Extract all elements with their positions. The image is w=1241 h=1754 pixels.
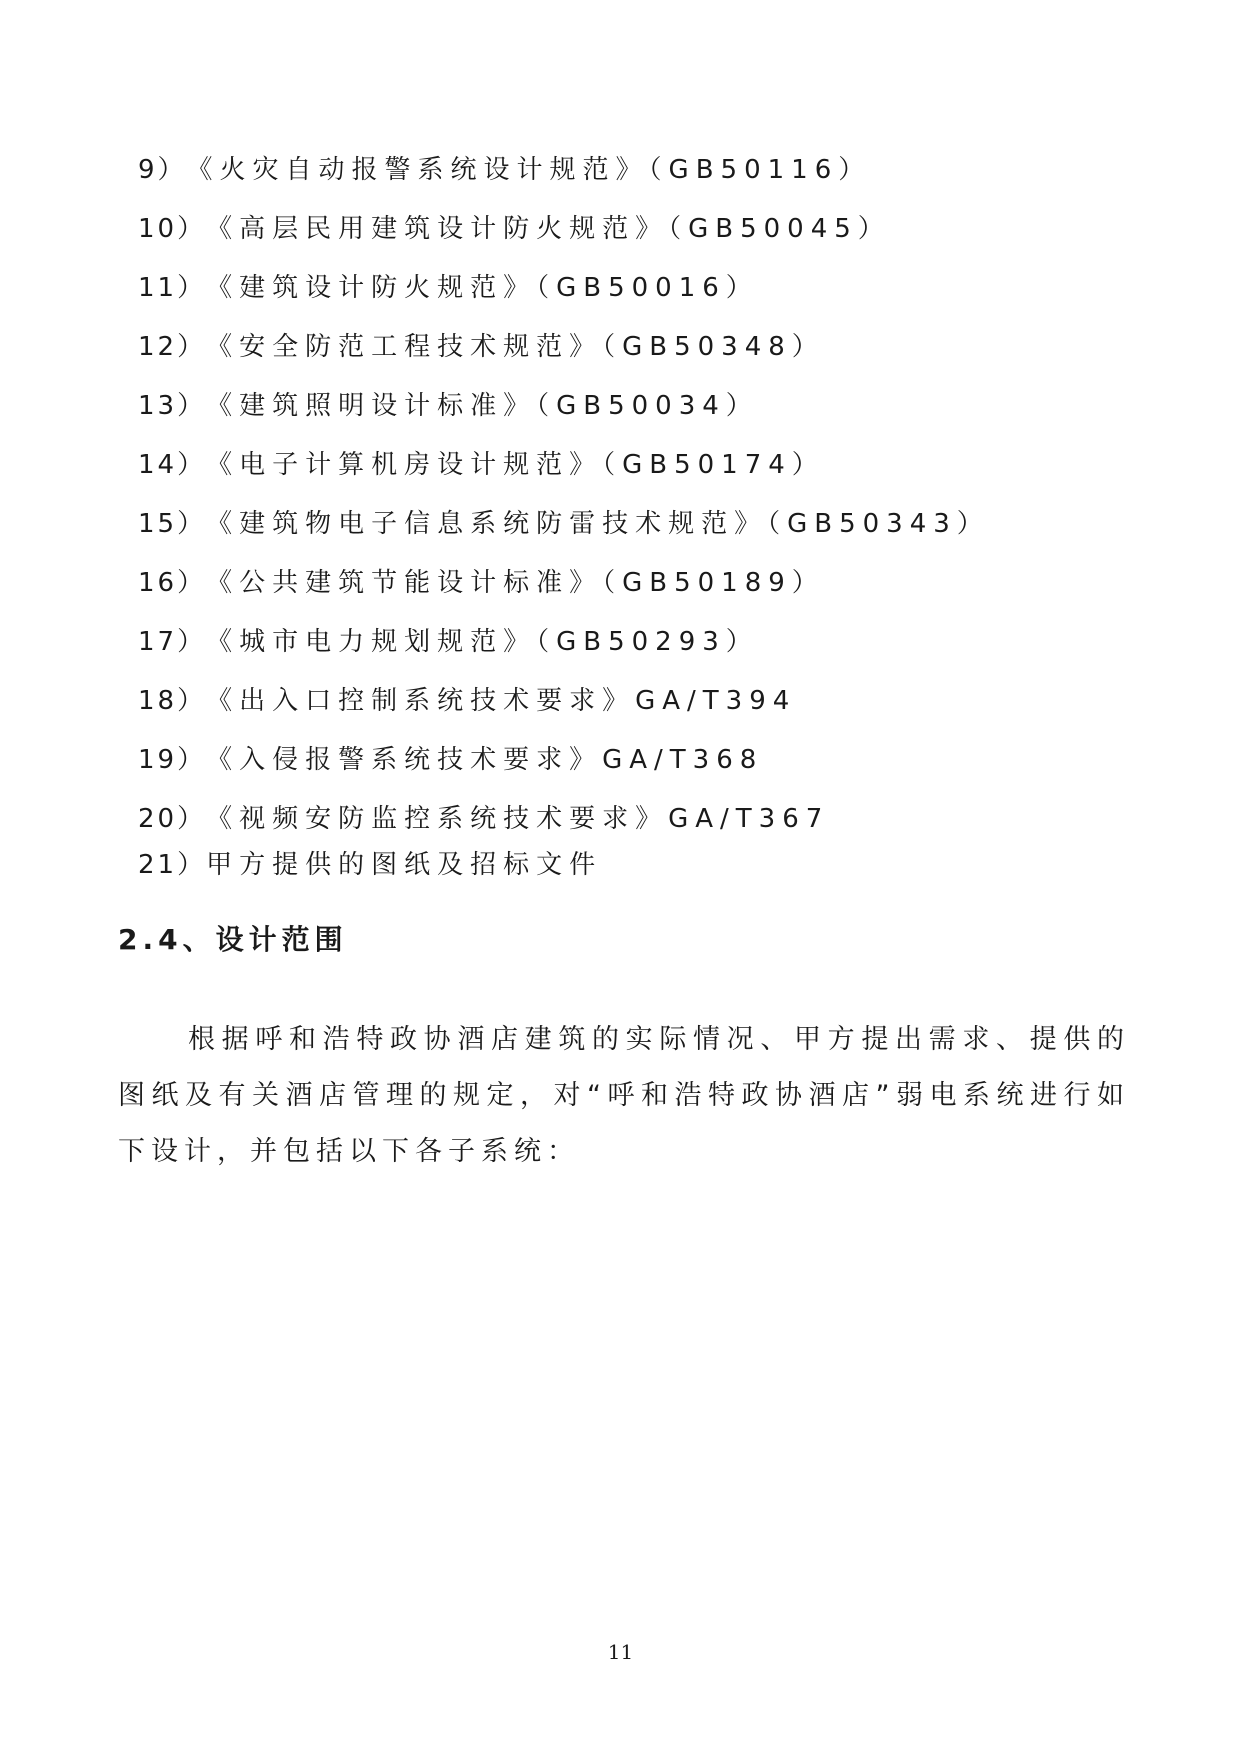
list-item-number: 16） (138, 568, 207, 598)
list-item-text: 《建筑照明设计标准》（GB50034） (206, 391, 759, 421)
list-item-number: 19） (138, 745, 207, 775)
list-item-text: 《安全防范工程技术规范》（GB50348） (206, 332, 825, 362)
section-heading: 2.4、设计范围 (118, 923, 348, 956)
list-item (138, 740, 990, 780)
list-item-text: 《入侵报警系统技术要求》GA/T368 (206, 745, 764, 775)
list-item (138, 327, 990, 367)
page-number: 11 (607, 1640, 634, 1664)
list-item-text: 《公共建筑节能设计标准》（GB50189） (206, 568, 825, 598)
list-item-text: 《出入口控制系统技术要求》GA/T394 (206, 686, 797, 716)
list-item-text: 《建筑物电子信息系统防雷技术规范》（GB50343） (206, 509, 990, 539)
list-item-number: 12） (138, 332, 207, 362)
list-item (138, 681, 990, 721)
list-item (138, 445, 990, 485)
reference-list (138, 150, 990, 904)
list-item (138, 845, 990, 885)
body-paragraph: 根据呼和浩特政协酒店建筑的实际情况、甲方提出需求、提供的图纸及有关酒店管理的规定，对“呼和浩特政协酒店”弱电系统进行如下设计，并包括以下各子系统： (118, 1024, 1130, 1167)
list-item (138, 799, 990, 839)
list-item-number: 20） (138, 804, 207, 834)
list-item-text: 《高层民用建筑设计防火规范》（GB50045） (206, 214, 891, 244)
list-item-number: 9） (138, 155, 187, 185)
list-item-number: 10） (138, 214, 207, 244)
list-item-number: 21） (138, 850, 207, 880)
list-item-number: 18） (138, 686, 207, 716)
list-item (138, 150, 990, 190)
list-item-number: 15） (138, 509, 207, 539)
list-item-text: 《火灾自动报警系统设计规范》（GB50116） (186, 155, 872, 185)
list-item-text: 《城市电力规划规范》（GB50293） (206, 627, 759, 657)
list-item (138, 209, 990, 249)
list-item (138, 386, 990, 426)
list-item (138, 563, 990, 603)
list-item (138, 622, 990, 662)
list-item (138, 504, 990, 544)
list-item-number: 13） (138, 391, 207, 421)
list-item (138, 268, 990, 308)
list-item-text: 甲方提供的图纸及招标文件 (206, 850, 603, 880)
list-item-text: 《建筑设计防火规范》（GB50016） (206, 273, 759, 303)
list-item-text: 《电子计算机房设计规范》（GB50174） (206, 450, 825, 480)
list-item-text: 《视频安防监控系统技术要求》GA/T367 (206, 804, 830, 834)
list-item-number: 11） (138, 273, 207, 303)
list-item-number: 17） (138, 627, 207, 657)
list-item-number: 14） (138, 450, 207, 480)
